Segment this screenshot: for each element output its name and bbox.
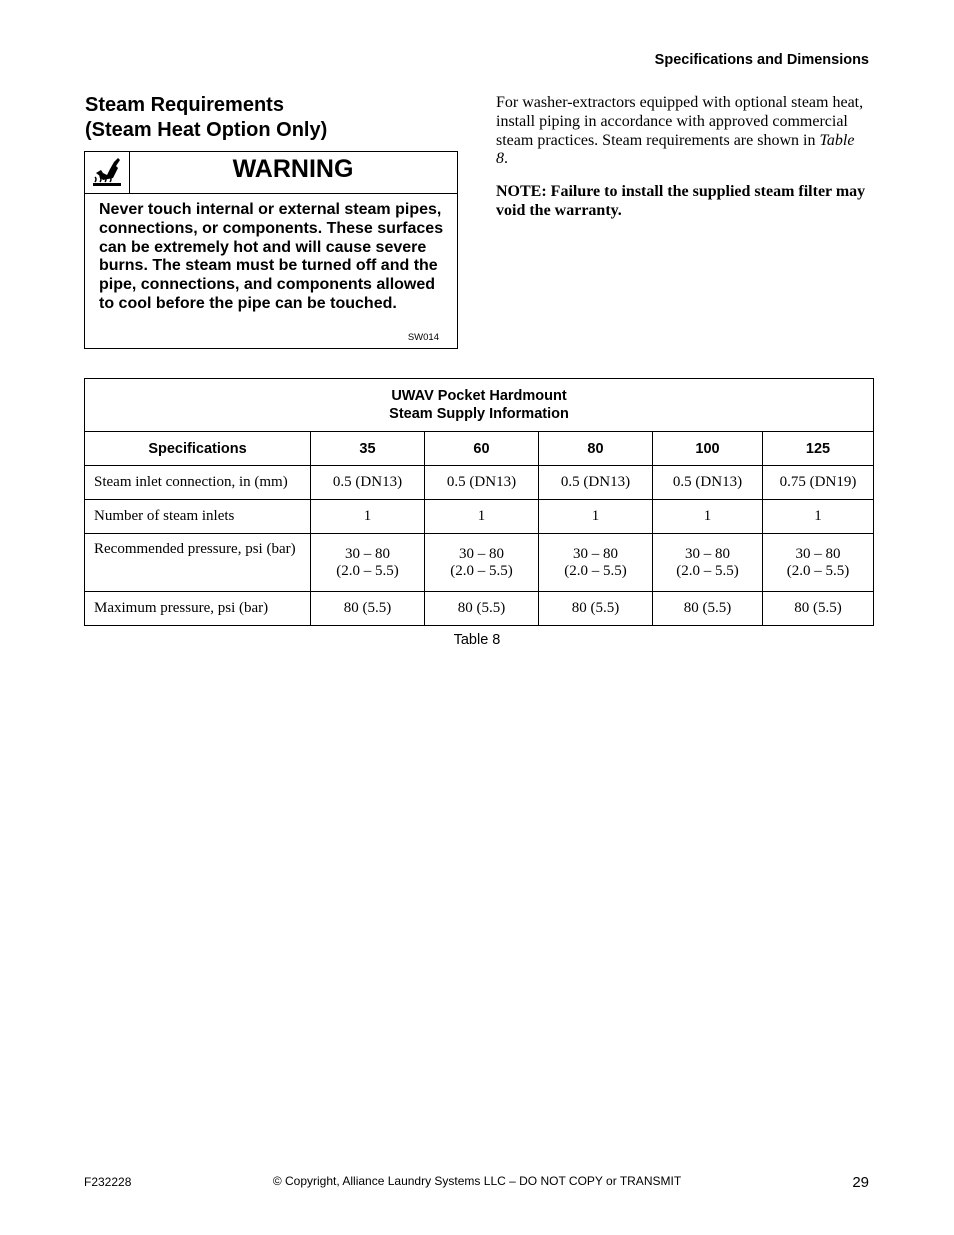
table-cell (539, 500, 653, 534)
hot-surface-hand-icon (91, 156, 123, 189)
cell-line: (2.0 – 5.5) (564, 562, 627, 579)
table-cell (425, 500, 539, 534)
column-header-specifications: Specifications (85, 432, 311, 466)
cell-line: 0.5 (DN13) (332, 474, 403, 490)
intro-paragraph (496, 94, 868, 169)
table-reference-link[interactable]: Table 8 (496, 131, 855, 168)
column-header-model-100: 100 (653, 432, 763, 466)
cell-line: 1 (591, 508, 600, 524)
table-cell (425, 466, 539, 500)
cell-line: (2.0 – 5.5) (336, 562, 399, 579)
table-body (85, 466, 874, 626)
cell-line: 1 (477, 508, 486, 524)
table-header-row (85, 432, 874, 466)
row-label: Recommended pressure, psi (bar) (85, 534, 311, 592)
table-cell (653, 534, 763, 592)
cell-line: (2.0 – 5.5) (676, 562, 739, 579)
intro-text-end: . (504, 150, 508, 168)
table-cell (763, 466, 874, 500)
steam-supply-table (84, 378, 874, 626)
cell-line: 80 (5.5) (457, 600, 506, 616)
cell-line: 80 (5.5) (343, 600, 392, 616)
table-cell (653, 500, 763, 534)
warning-box (84, 151, 458, 349)
table-cell (425, 592, 539, 626)
table-row (85, 592, 874, 626)
cell-line: 0.5 (DN13) (560, 474, 631, 490)
column-header-model-80: 80 (539, 432, 653, 466)
table-cell (763, 534, 874, 592)
footer-page-number: 29 (852, 1174, 869, 1191)
section-title-line-2: (Steam Heat Option Only) (85, 119, 328, 141)
table-cell (311, 466, 425, 500)
footer-doc-number: F232228 (84, 1175, 132, 1189)
cell-line: 0.5 (DN13) (672, 474, 743, 490)
column-header-model-60: 60 (425, 432, 539, 466)
cell-line: 0.75 (DN19) (779, 474, 857, 490)
intro-text: For washer-extractors equipped with optional steam heat, install piping in accordance with approved commercial steam practices. Steam requirements are shown in (496, 94, 864, 149)
table-cell (539, 466, 653, 500)
table-title-line-2: Steam Supply Information (389, 406, 569, 422)
table-cell (311, 534, 425, 592)
warning-text: Never touch internal or external steam pipes, connections, or components. These surfaces can be extremely hot and will cause severe burns. The steam must be turned off and the pipe, connections, and components allowed to cool before the pipe can be touched. (99, 201, 444, 312)
cell-line: 30 – 80 (573, 545, 618, 562)
cell-line: 30 – 80 (459, 545, 504, 562)
table-cell (763, 592, 874, 626)
table-cell (311, 500, 425, 534)
table-cell (763, 500, 874, 534)
table-title (85, 379, 874, 432)
warning-header (85, 152, 457, 194)
table-cell (539, 534, 653, 592)
table-row (85, 500, 874, 534)
row-label: Steam inlet connection, in (mm) (85, 466, 311, 500)
cell-line: (2.0 – 5.5) (450, 562, 513, 579)
cell-line: 1 (703, 508, 712, 524)
table-cell (425, 534, 539, 592)
cell-line: 80 (5.5) (794, 600, 842, 616)
table-cell (653, 592, 763, 626)
footer-copyright: © Copyright, Alliance Laundry Systems LLC – DO NOT COPY or TRANSMIT (272, 1174, 682, 1188)
running-head: Specifications and Dimensions (654, 52, 869, 68)
table-cell (653, 466, 763, 500)
cell-line: 1 (363, 508, 372, 524)
cell-line: 80 (5.5) (683, 600, 732, 616)
cell-line: (2.0 – 5.5) (786, 562, 850, 579)
cell-line: 30 – 80 (685, 545, 730, 562)
table-cell (311, 592, 425, 626)
cell-line: 0.5 (DN13) (446, 474, 517, 490)
cell-line: 30 – 80 (795, 545, 841, 562)
note-paragraph: NOTE: Failure to install the supplied steam filter may void the warranty. (496, 183, 866, 219)
column-header-model-35: 35 (311, 432, 425, 466)
table-cell (539, 592, 653, 626)
column-header-model-125: 125 (763, 432, 874, 466)
row-label: Number of steam inlets (85, 500, 311, 534)
section-title (85, 93, 465, 143)
warning-icon-cell (85, 152, 130, 193)
table-row (85, 466, 874, 500)
warning-title: WARNING (232, 155, 354, 183)
table-title-line-1: UWAV Pocket Hardmount (391, 388, 567, 404)
warning-code: SW014 (407, 332, 439, 343)
section-title-line-1: Steam Requirements (85, 94, 284, 116)
table-caption: Table 8 (453, 632, 501, 648)
row-label: Maximum pressure, psi (bar) (85, 592, 311, 626)
cell-line: 30 – 80 (345, 545, 390, 562)
cell-line: 1 (814, 508, 822, 524)
cell-line: 80 (5.5) (571, 600, 620, 616)
table-row (85, 534, 874, 592)
